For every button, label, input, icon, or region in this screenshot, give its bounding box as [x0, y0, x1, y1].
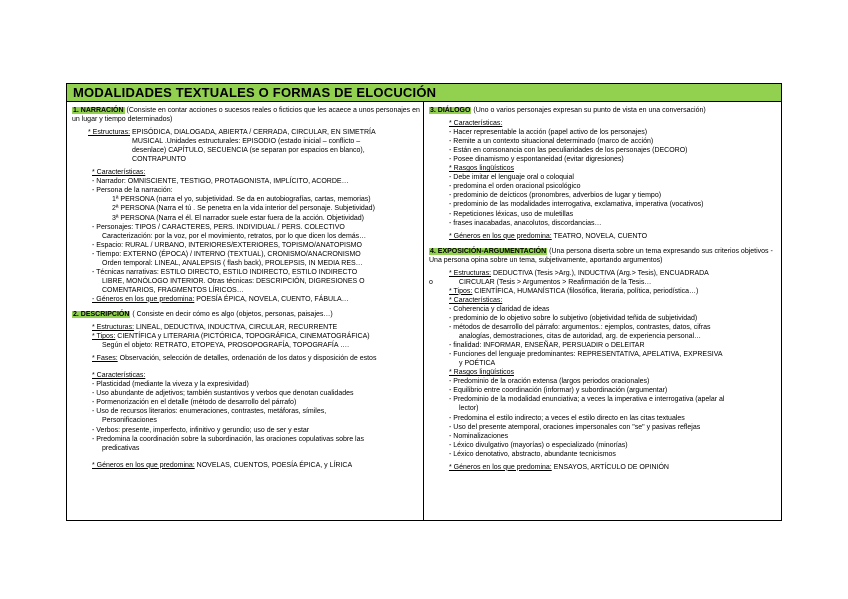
section-descripcion: [72, 310, 422, 470]
section-header: [429, 106, 777, 115]
list-item: - Remite a un contexto situacional determinado (marco de acción): [449, 138, 654, 146]
list-item: - predominio de deícticos (pronombres, adverbios de lugar y tiempo): [449, 192, 662, 200]
list-item: - predomina el orden oracional psicológico: [449, 183, 581, 191]
estructuras-line: MUSICAL .Unidades estructurales: EPISODIO (estado inicial – conflicto –: [132, 138, 361, 146]
estructuras-row: [72, 323, 422, 332]
list-item: - métodos de desarrollo del párrafo: argumentos.: ejemplos, contrastes, datos, cifras: [449, 324, 711, 332]
list-item: - Léxico denotativo, abstracto, abundante tecnicismos: [449, 450, 616, 458]
fases-row: [72, 354, 422, 363]
rasgos-label: * Rasgos lingüísticos: [449, 369, 514, 377]
list-item: - Tiempo: EXTERNO (ÉPOCA) / INTERNO (TEXTUAL), CRONISMO/ANACRONISMO: [92, 250, 361, 258]
section-header: [429, 247, 777, 265]
estructuras-line: EPISÓDICA, DIALOGADA, ABIERTA / CERRADA, CIRCULAR, EN SIMETRÍA: [132, 129, 376, 137]
section-dialogo: [429, 106, 777, 241]
title-bar: [67, 84, 781, 102]
section-intro: (Uno o varios personajes expresan su punto de vista en una conversación): [473, 107, 706, 114]
tipos-row: [429, 287, 777, 296]
generos-label: * Géneros en los que predomina:: [92, 461, 195, 469]
tipos-label: * Tipos:: [449, 287, 473, 295]
estructuras-label: * Estructuras:: [92, 324, 135, 332]
generos-row: [72, 295, 422, 304]
generos-value: TEATRO, NOVELA, CUENTO: [551, 232, 648, 240]
generos-value: ENSAYOS, ARTÍCULO DE OPINIÓN: [551, 463, 669, 471]
section-intro: ( Consiste en decir cómo es algo (objetos, personas, paisajes…): [132, 310, 333, 318]
list-item: lector): [459, 405, 479, 413]
generos-label: * Géneros en los que predomina:: [449, 463, 552, 471]
list-item: - Equilibrio entre coordinación (informar) y subordinación (argumentar): [449, 387, 668, 395]
caracteristicas-label: * Características:: [449, 120, 503, 128]
list-item: - Están en consonancia con las peculiaridades de los personajes (DECORO): [449, 147, 688, 155]
list-item: predicativas: [102, 444, 140, 452]
generos-row: [429, 232, 777, 241]
list-item: - Predominio de la oración extensa (largos periodos oracionales): [449, 378, 650, 386]
generos-label: * Géneros en los que predomina:: [449, 232, 552, 240]
list-item: - finalidad: INFORMAR, ENSEÑAR, PERSUADIR o DELEITAR: [449, 342, 645, 350]
fases-value: Observación, selección de detalles, ordenación de los datos y disposición de estos: [117, 355, 377, 363]
list-item: - Hacer representable la acción (papel activo de los personajes): [449, 129, 648, 137]
section-header: [72, 106, 422, 124]
list-item: - Verbos: presente, imperfecto, infinitivo y gerundio; uso de ser y estar: [92, 426, 310, 434]
list-item: - predominio de lo objetivo sobre lo subjetivo (objetividad teñida de subjetividad): [449, 314, 698, 322]
list-item: Personificaciones: [102, 417, 157, 425]
list-item: - Posee dinamismo y espontaneidad (evitar digresiones): [449, 156, 624, 164]
generos-label: - Géneros en los que predomina:: [92, 295, 195, 303]
tipos-line: Según el objeto: RETRATO, ETOPEYA, PROSOPOGRAFÍA, TOPOGRAFÍA ….: [102, 342, 350, 350]
list-item: - Uso de recursos literarios: enumeraciones, contrastes, metáforas, símiles,: [92, 408, 327, 416]
right-column: [429, 106, 777, 474]
list-item: - Persona de la narración:: [92, 187, 173, 195]
caracteristicas-label: * Características:: [92, 169, 146, 177]
estructuras-value: LINEAL, DEDUCTIVA, INDUCTIVA, CIRCULAR, RECURRENTE: [134, 324, 338, 332]
generos-value: POESÍA ÉPICA, NOVELA, CUENTO, FÁBULA…: [194, 295, 349, 303]
list-item: - Uso del presente atemporal, oraciones impersonales con "se" y pasivas reflejas: [449, 423, 701, 431]
list-item: 2ª PERSONA (Narra el tú . Se penetra en la vida interior del personaje. Subjetividad): [112, 205, 375, 213]
list-item: - Espacio: RURAL / URBANO, INTERIORES/EXTERIORES, TOPISMO/ANATOPISMO: [92, 241, 362, 249]
list-item: - Pormenorización en el detalle (método de desarrollo del párrafo): [92, 399, 297, 407]
estructuras-value: DEDUCTIVA (Tesis >Arg.), INDUCTIVA (Arg.> Tesis), ENCUADRADA: [491, 269, 709, 277]
section-badge: 4. EXPOSICIÓN-ARGUMENTACIÓN: [430, 247, 547, 255]
list-item: - Léxico divulgativo (mayorías) o especializado (minorías): [449, 441, 628, 449]
list-item: - Personajes: TIPOS / CARACTERES, PERS. INDIVIDUAL / PERS. COLECTIVO: [92, 223, 345, 231]
estructuras-row-2: [429, 278, 777, 287]
generos-row: [429, 463, 777, 472]
estructuras-row: [72, 128, 422, 164]
list-item: - Uso abundante de adjetivos; también sustantivos y verbos que denotan cualidades: [92, 390, 354, 398]
generos-row: [72, 461, 422, 470]
caracteristicas-label: * Características:: [92, 372, 146, 380]
generos-value: NOVELAS, CUENTOS, POESÍA ÉPICA, y LÍRICA: [194, 461, 353, 469]
estructuras-row: [429, 269, 777, 278]
document-sheet: [66, 83, 782, 521]
bullet-marker: o: [429, 278, 433, 286]
section-narracion: [72, 106, 422, 304]
section-badge: 3. DIÁLOGO: [430, 107, 471, 114]
estructuras-label: * Estructuras:: [449, 269, 492, 277]
section-badge: 2. DESCRIPCIÓN: [73, 310, 130, 318]
list-item: - Nominalizaciones: [449, 432, 509, 440]
list-item: - Repeticiones léxicas, uso de muletillas: [449, 210, 574, 218]
page-title: MODALIDADES TEXTUALES O FORMAS DE ELOCUCIÓN: [73, 85, 437, 100]
section-intro: (Una persona diserta sobre un tema expresando sus criterios objetivos - Una persona opina sobre un tema, subjetivamente, aportando argumentos): [429, 247, 773, 264]
section-intro: (Consiste en contar acciones o sucesos reales o ficticios que les acaece a unos personajes en un lugar y tiempo determinados): [72, 107, 420, 124]
estructuras-label: * Estructuras:: [88, 129, 131, 137]
list-item: - Predomina la coordinación sobre la subordinación, las oraciones copulativas sobre las: [92, 435, 364, 443]
list-item: 3ª PERSONA (Narra el él. El narrador suele estar fuera de la acción. Objetividad): [112, 214, 364, 222]
list-item: - Funciones del lenguaje predominantes: REPRESENTATIVA, APELATIVA, EXPRESIVA: [449, 351, 723, 359]
section-badge: 1. NARRACIÓN: [73, 107, 124, 114]
list-item: - Debe imitar el lenguaje oral o coloquial: [449, 174, 574, 182]
estructuras-line: CONTRAPUNTO: [132, 156, 186, 164]
list-item: y POÉTICA: [459, 360, 496, 368]
tipos-row: [72, 332, 422, 341]
list-item: - Narrador: OMNISCIENTE, TESTIGO, PROTAGONISTA, IMPLÍCITO, ACORDE…: [92, 178, 349, 186]
list-item: 1ª PERSONA (narra el yo, subjetividad. Se da en autobiografías, cartas, memorias): [112, 196, 371, 204]
section-exposicion: [429, 247, 777, 472]
list-item: - Predominio de la modalidad enunciativa; a veces la imperativa e interrogativa (apelar al: [449, 396, 725, 404]
rasgos-label: * Rasgos lingüísticos: [449, 165, 514, 173]
list-item: - Coherencia y claridad de ideas: [449, 305, 550, 313]
list-item: analogías, demostraciones, citas de autoridad, arg. de experiencia personal…: [459, 333, 702, 341]
fases-label: * Fases:: [92, 355, 118, 363]
list-item: - Plasticidad (mediante la viveza y la expresividad): [92, 381, 249, 389]
list-item: - Técnicas narrativas: ESTILO DIRECTO, ESTILO INDIRECTO, ESTILO INDIRECTO: [92, 268, 358, 276]
tipos-value: CIENTÍFICA y LITERARIA (PICTÓRICA, TOPOGRÁFICA, CINEMATOGRÁFICA): [115, 333, 370, 341]
estructuras-line: CIRCULAR (Tesis > Argumentos > Reafirmación de la Tesis…: [458, 278, 652, 286]
tipos-value: CIENTÍFICA, HUMANÍSTICA (filosófica, literaria, política, periodística…): [472, 287, 699, 295]
list-item: - frases inacabadas, anacolutos, discordancias…: [449, 219, 602, 227]
left-column: [72, 106, 422, 472]
tipos-label: * Tipos:: [92, 333, 116, 341]
list-item: Caracterización: por la voz, por el movimiento, retratos, por lo que dicen los demás…: [102, 232, 367, 240]
column-divider: [423, 102, 424, 520]
list-item: - Predomina el estilo indirecto; a veces el estilo directo en las citas textuales: [449, 414, 685, 422]
list-item: LIBRE, MONÓLOGO INTERIOR. Otras técnicas: DESCRIPCIÓN, DIGRESIONES O: [102, 277, 365, 285]
list-item: COMENTARIOS, FRAGMENTOS LÍRICOS…: [102, 286, 244, 294]
section-header: [72, 310, 422, 319]
list-item: - predominio de las modalidades interrogativa, exclamativa, imperativa (vocativos): [449, 201, 704, 209]
estructuras-line: desenlace) CAPÍTULO, SECUENCIA (se separan por espacios en blanco),: [132, 147, 365, 155]
list-item: Orden temporal: LINEAL, ANALEPSIS ( flash back), PROLEPSIS, IN MEDIA RES…: [102, 259, 363, 267]
caracteristicas-label: * Características:: [449, 296, 503, 304]
